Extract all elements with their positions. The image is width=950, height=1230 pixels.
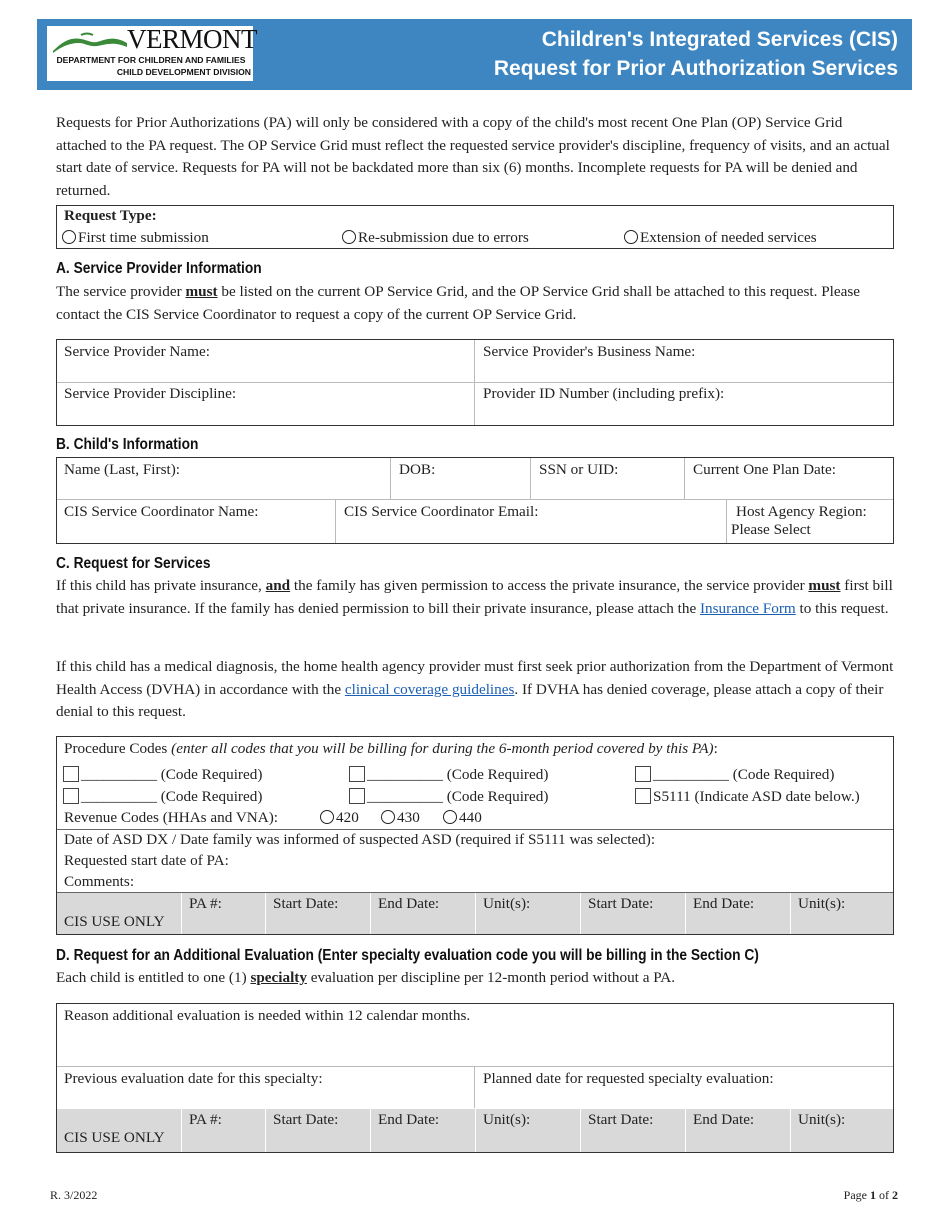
- coordinator-email-field[interactable]: [336, 499, 726, 543]
- reason-field[interactable]: [56, 1003, 894, 1066]
- cis-use-field[interactable]: Start Date:: [588, 895, 654, 912]
- code-checkbox-2[interactable]: [349, 766, 548, 784]
- s5111-checkbox[interactable]: [635, 788, 860, 806]
- provider-name-field[interactable]: [56, 339, 474, 382]
- field-label: CIS Service Coordinator Name:: [64, 503, 259, 520]
- section-d-heading: D. Request for an Additional Evaluation (Enter specialty evaluation code you will be billing in the Section C): [56, 947, 759, 964]
- previous-eval-date-field[interactable]: [56, 1066, 474, 1108]
- field-label: Provider ID Number (including prefix):: [483, 385, 725, 402]
- divider: [685, 893, 686, 934]
- divider: [790, 893, 791, 934]
- business-name-field[interactable]: [475, 339, 894, 382]
- cis-use-field[interactable]: Start Date:: [588, 1111, 654, 1128]
- cis-use-label: CIS USE ONLY: [64, 1129, 165, 1146]
- divider: [265, 1109, 266, 1152]
- revenue-radio-440[interactable]: [443, 809, 482, 827]
- radio-first-time[interactable]: [62, 229, 209, 247]
- logo-division: CHILD DEVELOPMENT DIVISION: [116, 67, 251, 77]
- radio-label: 440: [459, 809, 482, 826]
- planned-eval-date-field[interactable]: [475, 1066, 894, 1108]
- divider: [370, 1109, 371, 1152]
- intro-paragraph: Requests for Prior Authorizations (PA) will only be considered with a copy of the child's most recent One Plan (OP) Service Grid attached to the PA request. The OP Service Grid must reflect the requested service provider's discipline, frequency of visits, and an actual start date of service. Requests for PA will not be backdated more than six (6) months. Incomplete requests for PA will be denied and returned.: [56, 114, 890, 199]
- section-a-heading: A. Service Provider Information: [56, 260, 262, 277]
- cis-use-field[interactable]: Unit(s):: [798, 895, 846, 912]
- dob-field[interactable]: [391, 457, 530, 499]
- section-a-text: The service provider must be listed on the current OP Service Grid, and the OP Service Grid shall be attached to this request. Please contact the CIS Service Coordinator to request a copy of the current OP Service Grid.: [56, 283, 861, 323]
- one-plan-date-field[interactable]: [685, 457, 894, 499]
- field-label: Reason additional evaluation is needed within 12 calendar months.: [64, 1007, 471, 1024]
- checkbox-icon[interactable]: [635, 766, 651, 782]
- code-label: S5111 (Indicate ASD date below.): [653, 788, 860, 805]
- cis-use-field[interactable]: PA #:: [189, 895, 222, 912]
- cis-use-field[interactable]: Unit(s):: [483, 1111, 531, 1128]
- revenue-radio-420[interactable]: [320, 809, 359, 827]
- cis-use-label: CIS USE ONLY: [64, 913, 165, 930]
- divider: [685, 1109, 686, 1152]
- mountain-logo-icon: [51, 29, 131, 55]
- radio-extension[interactable]: [624, 229, 817, 247]
- coordinator-name-field[interactable]: [56, 499, 335, 543]
- ssn-field[interactable]: [531, 457, 684, 499]
- section-c-heading: C. Request for Services: [56, 555, 211, 572]
- code-label: __________ (Code Required): [367, 766, 549, 783]
- cis-use-field[interactable]: End Date:: [378, 895, 440, 912]
- cis-use-field[interactable]: Start Date:: [273, 1111, 339, 1128]
- revenue-codes-label: Revenue Codes (HHAs and VNA):: [64, 809, 278, 826]
- radio-circle-icon[interactable]: [342, 230, 356, 244]
- divider: [370, 893, 371, 934]
- logo-department: DEPARTMENT FOR CHILDREN AND FAMILIES: [56, 55, 246, 65]
- checkbox-icon[interactable]: [63, 788, 79, 804]
- field-label: Service Provider Discipline:: [64, 385, 237, 402]
- cis-use-field[interactable]: End Date:: [378, 1111, 440, 1128]
- discipline-field[interactable]: [56, 381, 474, 425]
- revenue-radio-430[interactable]: [381, 809, 420, 827]
- cis-use-field[interactable]: Unit(s):: [483, 895, 531, 912]
- radio-label: Extension of needed services: [640, 229, 817, 246]
- child-name-field[interactable]: [56, 457, 390, 499]
- cis-use-field[interactable]: End Date:: [693, 895, 755, 912]
- section-c-insurance-text: If this child has private insurance, and the family has given permission to access the private insurance, the service provider must first bill that private insurance. If the family has denied permission to bill their private insurance, please attach the Insurance Form to this request.: [56, 577, 893, 617]
- divider: [57, 829, 893, 830]
- field-label: CIS Service Coordinator Email:: [344, 503, 539, 520]
- provider-id-field[interactable]: [475, 381, 894, 425]
- radio-resubmission[interactable]: [342, 229, 529, 247]
- field-label: SSN or UID:: [539, 461, 619, 478]
- cis-use-field[interactable]: Unit(s):: [798, 1111, 846, 1128]
- vermont-logo: [47, 24, 257, 81]
- field-label: DOB:: [399, 461, 436, 478]
- radio-circle-icon[interactable]: [443, 810, 457, 824]
- divider: [580, 1109, 581, 1152]
- request-type-label: Request Type:: [64, 207, 157, 224]
- code-checkbox-5[interactable]: [349, 788, 548, 806]
- section-c-diagnosis-text: If this child has a medical diagnosis, the home health agency provider must first seek prior authorization from the Department of Vermont Health Access (DVHA) in accordance with the clinical coverage guidelines. If DVHA has denied coverage, please attach a copy of their denial to this request.: [56, 658, 894, 720]
- field-label: Service Provider's Business Name:: [483, 343, 696, 360]
- checkbox-icon[interactable]: [63, 766, 79, 782]
- divider: [181, 1109, 182, 1152]
- code-label: __________ (Code Required): [81, 788, 263, 805]
- radio-label: 420: [336, 809, 359, 826]
- field-label: Service Provider Name:: [64, 343, 210, 360]
- revision-date: R. 3/2022: [50, 1188, 98, 1202]
- code-checkbox-3[interactable]: [635, 766, 834, 784]
- radio-circle-icon[interactable]: [624, 230, 638, 244]
- radio-label: First time submission: [78, 229, 209, 246]
- field-label: Planned date for requested specialty evaluation:: [483, 1070, 774, 1087]
- field-label: Name (Last, First):: [64, 461, 180, 478]
- requested-start-field[interactable]: Requested start date of PA:: [64, 852, 229, 869]
- divider: [265, 893, 266, 934]
- divider: [580, 893, 581, 934]
- cis-use-field[interactable]: PA #:: [189, 1111, 222, 1128]
- divider: [181, 893, 182, 934]
- code-label: __________ (Code Required): [653, 766, 835, 783]
- logo-wordmark: VERMONT: [127, 24, 257, 54]
- code-label: __________ (Code Required): [367, 788, 549, 805]
- divider: [790, 1109, 791, 1152]
- host-region-select[interactable]: Please Select: [731, 521, 811, 538]
- checkbox-icon[interactable]: [349, 788, 365, 804]
- radio-circle-icon[interactable]: [62, 230, 76, 244]
- procedure-codes-label: Procedure Codes (enter all codes that you will be billing for during the 6-month period covered by this PA):: [64, 740, 718, 757]
- field-label: Current One Plan Date:: [693, 461, 836, 478]
- cis-use-field[interactable]: End Date:: [693, 1111, 755, 1128]
- radio-label: 430: [397, 809, 420, 826]
- asd-date-field[interactable]: Date of ASD DX / Date family was informed of suspected ASD (required if S5111 was selected):: [64, 831, 656, 848]
- code-label: __________ (Code Required): [81, 766, 263, 783]
- radio-circle-icon[interactable]: [320, 810, 334, 824]
- insurance-form-link[interactable]: Insurance Form: [699, 599, 796, 617]
- comments-field[interactable]: Comments:: [64, 873, 135, 890]
- section-d-text: Each child is entitled to one (1) specialty evaluation per discipline per 12-month period without a PA.: [56, 969, 676, 986]
- code-checkbox-1[interactable]: [63, 766, 262, 784]
- divider: [726, 500, 727, 543]
- page-number: Page 1 of 2: [843, 1188, 898, 1202]
- section-b-heading: B. Child's Information: [56, 436, 199, 453]
- cis-use-field[interactable]: Start Date:: [273, 895, 339, 912]
- checkbox-icon[interactable]: [635, 788, 651, 804]
- form-title-line1: Children's Integrated Services (CIS): [541, 28, 898, 51]
- divider: [475, 1109, 476, 1152]
- checkbox-icon[interactable]: [349, 766, 365, 782]
- clinical-guidelines-link[interactable]: clinical coverage guidelines: [344, 680, 515, 698]
- host-region-label: Host Agency Region:: [736, 503, 867, 520]
- form-title-line2: Request for Prior Authorization Services: [493, 57, 898, 80]
- radio-label: Re-submission due to errors: [358, 229, 529, 246]
- code-checkbox-4[interactable]: [63, 788, 262, 806]
- field-label: Previous evaluation date for this specialty:: [64, 1070, 323, 1087]
- divider: [475, 893, 476, 934]
- radio-circle-icon[interactable]: [381, 810, 395, 824]
